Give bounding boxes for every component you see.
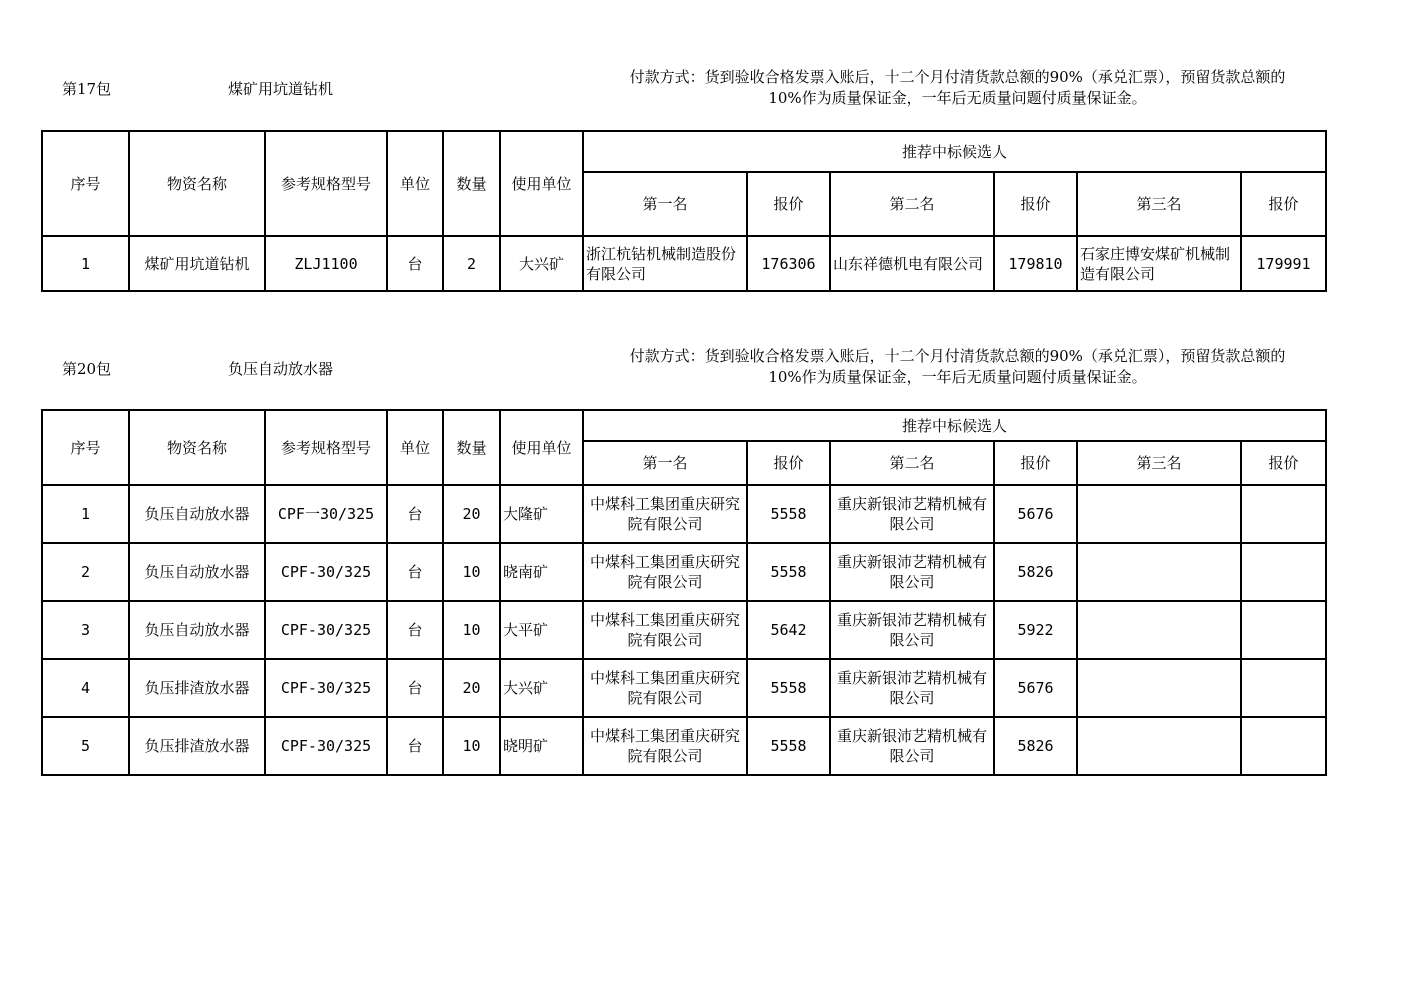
package-name: 煤矿用坑道钻机 — [228, 80, 334, 98]
header-first: 第一名 — [583, 441, 747, 485]
cell-user: 大兴矿 — [500, 236, 583, 291]
cell-user: 晓明矿 — [500, 717, 583, 775]
table-row — [42, 236, 1326, 291]
header-price: 报价 — [1241, 172, 1326, 236]
header-unit: 单位 — [387, 410, 443, 485]
cell-third — [1077, 659, 1241, 717]
cell-qty: 10 — [443, 717, 500, 775]
header-seq: 序号 — [42, 410, 129, 485]
table-row — [42, 717, 1326, 775]
header-qty: 数量 — [443, 410, 500, 485]
cell-spec: CPF-30/325 — [265, 601, 387, 659]
cell-name: 煤矿用坑道钻机 — [129, 236, 265, 291]
table-row — [42, 601, 1326, 659]
payment-terms-line1: 付款方式：货到验收合格发票入账后，十二个月付清货款总额的90%（承兑汇票），预留货款总额的 — [629, 347, 1286, 365]
cell-price3 — [1241, 601, 1326, 659]
header-user: 使用单位 — [500, 131, 583, 236]
header-third: 第三名 — [1077, 441, 1241, 485]
cell-seq: 4 — [42, 659, 129, 717]
cell-price1: 5558 — [747, 485, 830, 543]
cell-name: 负压排渣放水器 — [129, 659, 265, 717]
cell-spec: CPF-30/325 — [265, 659, 387, 717]
cell-third — [1077, 485, 1241, 543]
cell-spec: CPF-30/325 — [265, 543, 387, 601]
cell-user: 晓南矿 — [500, 543, 583, 601]
cell-unit: 台 — [387, 601, 443, 659]
cell-qty: 10 — [443, 601, 500, 659]
cell-qty: 20 — [443, 485, 500, 543]
header-unit: 单位 — [387, 131, 443, 236]
cell-user: 大隆矿 — [500, 485, 583, 543]
cell-second: 山东祥德机电有限公司 — [830, 236, 994, 291]
cell-first: 中煤科工集团重庆研究院有限公司 — [583, 543, 747, 601]
header-user: 使用单位 — [500, 410, 583, 485]
cell-price3 — [1241, 485, 1326, 543]
cell-name: 负压排渣放水器 — [129, 717, 265, 775]
cell-price1: 5558 — [747, 717, 830, 775]
cell-unit: 台 — [387, 659, 443, 717]
cell-third — [1077, 601, 1241, 659]
cell-name: 负压自动放水器 — [129, 485, 265, 543]
cell-unit: 台 — [387, 717, 443, 775]
cell-spec: CPF一30/325 — [265, 485, 387, 543]
cell-second: 重庆新银沛艺精机械有限公司 — [830, 659, 994, 717]
cell-first: 中煤科工集团重庆研究院有限公司 — [583, 485, 747, 543]
header-candidates: 推荐中标候选人 — [583, 131, 1326, 172]
cell-qty: 2 — [443, 236, 500, 291]
header-name: 物资名称 — [129, 131, 265, 236]
cell-spec: ZLJ1100 — [265, 236, 387, 291]
package-number: 第20包 — [62, 360, 112, 378]
header-candidates: 推荐中标候选人 — [583, 410, 1326, 441]
cell-price2: 5826 — [994, 717, 1077, 775]
cell-price2: 5922 — [994, 601, 1077, 659]
payment-terms — [585, 346, 1330, 388]
cell-price2: 5676 — [994, 659, 1077, 717]
cell-seq: 1 — [42, 236, 129, 291]
header-row — [42, 131, 1326, 172]
cell-first: 浙江杭钻机械制造股份有限公司 — [583, 236, 747, 291]
header-spec: 参考规格型号 — [265, 131, 387, 236]
header-price: 报价 — [1241, 441, 1326, 485]
cell-unit: 台 — [387, 485, 443, 543]
cell-second: 重庆新银沛艺精机械有限公司 — [830, 543, 994, 601]
header-price: 报价 — [747, 441, 830, 485]
package-number: 第17包 — [62, 80, 112, 98]
header-spec: 参考规格型号 — [265, 410, 387, 485]
cell-user: 大平矿 — [500, 601, 583, 659]
cell-name: 负压自动放水器 — [129, 601, 265, 659]
cell-third — [1077, 543, 1241, 601]
cell-second: 重庆新银沛艺精机械有限公司 — [830, 485, 994, 543]
cell-qty: 20 — [443, 659, 500, 717]
cell-price1: 5642 — [747, 601, 830, 659]
cell-first: 中煤科工集团重庆研究院有限公司 — [583, 717, 747, 775]
header-name: 物资名称 — [129, 410, 265, 485]
cell-price2: 5676 — [994, 485, 1077, 543]
package-table — [41, 130, 1327, 292]
cell-spec: CPF-30/325 — [265, 717, 387, 775]
header-price: 报价 — [994, 441, 1077, 485]
table-row — [42, 543, 1326, 601]
table-row — [42, 659, 1326, 717]
header-third: 第三名 — [1077, 172, 1241, 236]
package-table — [41, 409, 1327, 776]
cell-seq: 3 — [42, 601, 129, 659]
cell-price3: 179991 — [1241, 236, 1326, 291]
cell-price2: 5826 — [994, 543, 1077, 601]
cell-second: 重庆新银沛艺精机械有限公司 — [830, 717, 994, 775]
cell-user: 大兴矿 — [500, 659, 583, 717]
cell-seq: 5 — [42, 717, 129, 775]
cell-unit: 台 — [387, 543, 443, 601]
payment-terms — [585, 67, 1330, 109]
header-second: 第二名 — [830, 172, 994, 236]
cell-price1: 5558 — [747, 659, 830, 717]
cell-seq: 2 — [42, 543, 129, 601]
cell-price1: 5558 — [747, 543, 830, 601]
header-seq: 序号 — [42, 131, 129, 236]
payment-terms-line2: 10%作为质量保证金，一年后无质量问题付质量保证金。 — [768, 368, 1147, 386]
cell-price3 — [1241, 717, 1326, 775]
cell-unit: 台 — [387, 236, 443, 291]
cell-first: 中煤科工集团重庆研究院有限公司 — [583, 659, 747, 717]
header-row — [42, 410, 1326, 441]
header-price: 报价 — [747, 172, 830, 236]
cell-third: 石家庄博安煤矿机械制造有限公司 — [1077, 236, 1241, 291]
cell-third — [1077, 717, 1241, 775]
table-row — [42, 485, 1326, 543]
cell-first: 中煤科工集团重庆研究院有限公司 — [583, 601, 747, 659]
payment-terms-line1: 付款方式：货到验收合格发票入账后，十二个月付清货款总额的90%（承兑汇票），预留货款总额的 — [629, 68, 1286, 86]
cell-price2: 179810 — [994, 236, 1077, 291]
header-second: 第二名 — [830, 441, 994, 485]
cell-price1: 176306 — [747, 236, 830, 291]
cell-seq: 1 — [42, 485, 129, 543]
cell-price3 — [1241, 659, 1326, 717]
package-name: 负压自动放水器 — [228, 360, 334, 378]
cell-name: 负压自动放水器 — [129, 543, 265, 601]
header-qty: 数量 — [443, 131, 500, 236]
cell-second: 重庆新银沛艺精机械有限公司 — [830, 601, 994, 659]
header-price: 报价 — [994, 172, 1077, 236]
header-first: 第一名 — [583, 172, 747, 236]
cell-qty: 10 — [443, 543, 500, 601]
cell-price3 — [1241, 543, 1326, 601]
payment-terms-line2: 10%作为质量保证金，一年后无质量问题付质量保证金。 — [768, 89, 1147, 107]
